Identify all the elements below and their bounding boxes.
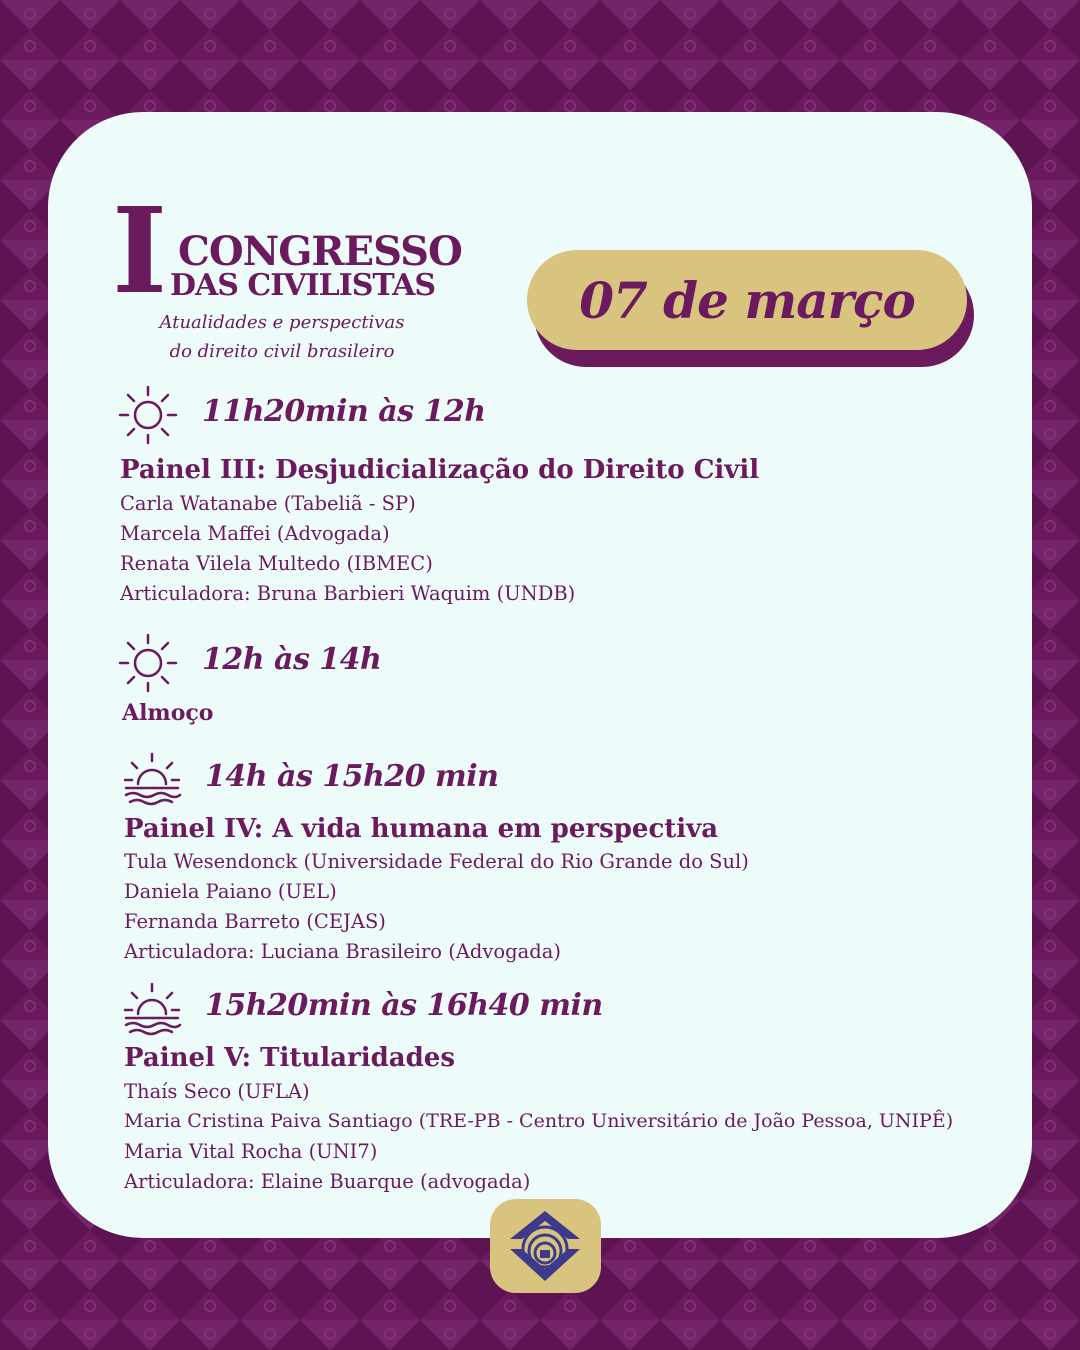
- sunset-icon: [122, 750, 182, 810]
- logo-subtitle-line1: Atualidades e perspectivas: [159, 312, 405, 333]
- speaker: Articuladora: Elaine Buarque (advogada): [124, 1170, 531, 1193]
- sun-icon: [118, 633, 178, 693]
- logo-subtitle-line2: do direito civil brasileiro: [169, 341, 395, 362]
- logo-subtitle: [132, 308, 432, 366]
- speaker: Daniela Paiano (UEL): [124, 880, 337, 903]
- speaker: Fernanda Barreto (CEJAS): [124, 910, 386, 933]
- speaker: Articuladora: Bruna Barbieri Waquim (UNDB): [120, 582, 576, 605]
- speaker: Maria Vital Rocha (UNI7): [124, 1140, 378, 1163]
- sun-icon: [118, 385, 178, 445]
- date-pill: [527, 250, 967, 350]
- speaker: Carla Watanabe (Tabeliã - SP): [120, 492, 416, 515]
- logo-title-line1: CONGRESSO: [178, 228, 462, 275]
- speaker: Maria Cristina Paiva Santiago (TRE-PB - Centro Universitário de João Pessoa, UNIPÊ): [124, 1110, 954, 1132]
- panel-title: Painel III: Desjudicialização do Direito Civil: [120, 455, 760, 485]
- panel-title: Painel IV: A vida humana em perspectiva: [124, 814, 719, 844]
- speaker: Renata Vilela Multedo (IBMEC): [120, 552, 433, 575]
- session-time: 11h20min às 12h: [202, 394, 486, 429]
- session-time: 12h às 14h: [202, 642, 382, 677]
- event-date: 07 de março: [579, 270, 915, 330]
- logo-title-line2: DAS CIVILISTAS: [170, 268, 436, 303]
- sunset-icon: [122, 980, 182, 1040]
- congress-logo: [112, 181, 462, 368]
- session-time: 14h às 15h20 min: [205, 759, 499, 794]
- speaker: Thaís Seco (UFLA): [124, 1080, 310, 1103]
- footer-badge: [490, 1199, 601, 1293]
- speaker: Articuladora: Luciana Brasileiro (Advogada): [124, 940, 561, 963]
- session-time: 15h20min às 16h40 min: [205, 988, 603, 1023]
- speaker: Marcela Maffei (Advogada): [120, 522, 390, 545]
- panel-title: Painel V: Titularidades: [124, 1043, 455, 1073]
- speaker: Tula Wesendonck (Universidade Federal do Rio Grande do Sul): [124, 850, 749, 873]
- panel-title: Almoço: [122, 700, 214, 726]
- institution-logo-icon: [490, 1199, 601, 1293]
- logo-roman-numeral: I: [112, 181, 168, 320]
